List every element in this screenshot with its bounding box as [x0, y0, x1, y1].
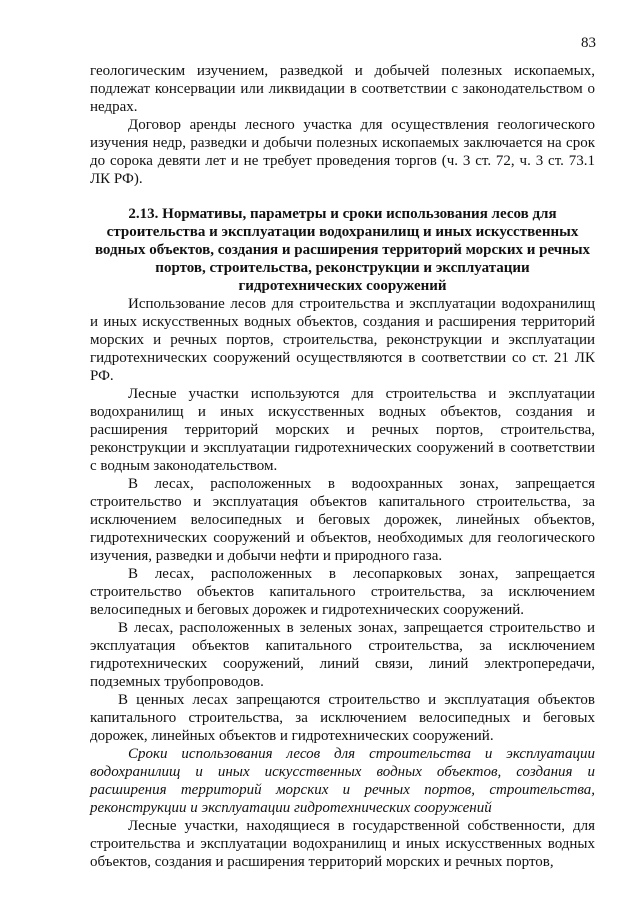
paragraph-state-owned-plots: Лесные участки, находящиеся в государственной собственности, для строительства и эксплуатации водохранилищ и иных искусственных водных объектов, создания и расширения территорий морских и речных портов,: [90, 818, 595, 870]
paragraph-forest-park-zones: В лесах, расположенных в лесопарковых зонах, запрещается строительство объектов капитального строительства, за исключением велосипедных и беговых дорожек и гидротехнических сооружений.: [90, 566, 595, 618]
paragraph-valuable-forests: В ценных лесах запрещаются строительство и эксплуатация объектов капитального строительства, за исключением велосипедных и беговых дорожек, линейных объектов и гидротехнических сооружений.: [90, 692, 595, 744]
paragraph-lease-agreement: Договор аренды лесного участка для осуществления геологического изучения недр, разведки и добычи полезных ископаемых заключается на срок до сорока девяти лет и не требует проведения торгов (ч. 3 ст. 72, ч. 3 ст. 73.1 ЛК РФ).: [90, 117, 595, 187]
paragraph-usage-terms-italic: Сроки использования лесов для строительства и эксплуатации водохранилищ и иных искусственных водных объектов, создания и расширения территорий морских и речных портов, строительства, реконструкции и эксплуатации гидротехнических сооружений: [90, 746, 595, 816]
page-number: 83: [581, 35, 596, 51]
paragraph-forest-plots: Лесные участки используются для строительства и эксплуатации водохранилищ и иных искусственных водных объектов, создания и расширения территорий морских и речных портов, строительства, реконструкции и эксплуатации гидротехнических сооружений в соответствии с водным законодательством.: [90, 386, 595, 474]
page-content: [90, 62, 595, 871]
paragraph-water-protection-zones: В лесах, расположенных в водоохранных зонах, запрещается строительство и эксплуатация объектов капитального строительства, за исключением велосипедных и беговых дорожек, линейных объектов, гидротехнических сооружений и объектов, необходимых для геологического изучения, разведки и добычи нефти и природного газа.: [90, 476, 595, 564]
section-heading: 2.13. Нормативы, параметры и сроки использования лесов для строительства и эксплуатации водохранилищ и иных искусственных водных объектов, создания и расширения территорий морских и речных портов, строительства, реконструкции и эксплуатации гидротехнических сооружений: [94, 206, 591, 294]
paragraph-forest-use: Использование лесов для строительства и эксплуатации водохранилищ и иных искусственных водных объектов, создания и расширения территорий морских и речных портов, строительства, реконструкции и эксплуатации гидротехнических сооружений осуществляются в соответствии со ст. 21 ЛК РФ.: [90, 296, 595, 384]
paragraph-green-zones: В лесах, расположенных в зеленых зонах, запрещается строительство и эксплуатация объектов капитального строительства, за исключением гидротехнических сооружений, линий связи, линий электропередачи, подземных трубопроводов.: [90, 620, 595, 690]
paragraph-continuation: геологическим изучением, разведкой и добычей полезных ископаемых, подлежат консервации или ликвидации в соответствии с законодательством о недрах.: [90, 63, 595, 115]
